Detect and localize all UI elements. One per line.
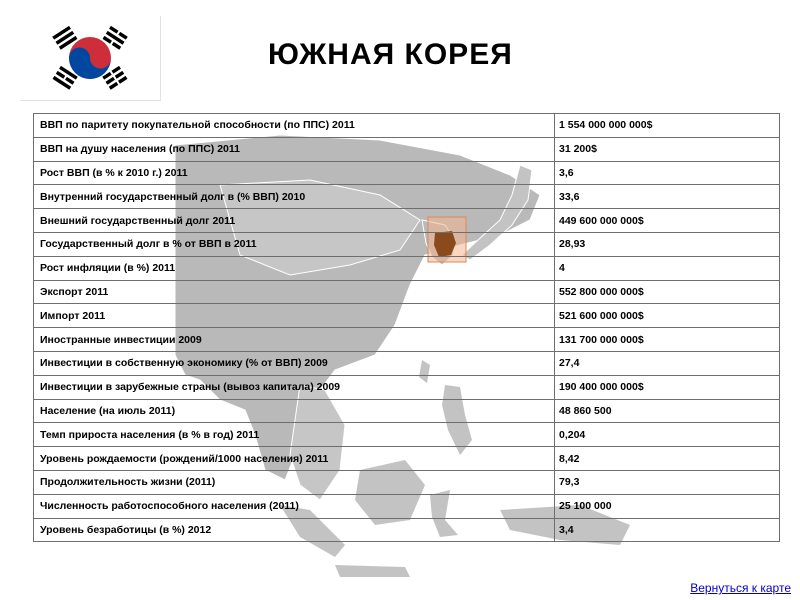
table-row <box>34 375 780 399</box>
row-value: 33,6 <box>555 185 780 209</box>
table-row <box>34 161 780 185</box>
row-value: 28,93 <box>555 232 780 256</box>
table-row <box>34 494 780 518</box>
row-label: Государственный долг в % от ВВП в 2011 <box>34 232 555 256</box>
flag-icon <box>20 16 160 100</box>
table-row <box>34 232 780 256</box>
back-to-map-link[interactable]: Вернуться к карте <box>690 581 791 595</box>
row-label: Инвестиции в собственную экономику (% от ВВП) 2009 <box>34 351 555 375</box>
row-value: 1 554 000 000 000$ <box>555 114 780 138</box>
statistics-table <box>33 113 780 542</box>
row-label: Импорт 2011 <box>34 304 555 328</box>
row-label: ВВП по паритету покупательной способности (по ППС) 2011 <box>34 114 555 138</box>
table-row <box>34 209 780 233</box>
row-value: 131 700 000 000$ <box>555 328 780 352</box>
row-value: 3,4 <box>555 518 780 542</box>
table-row <box>34 423 780 447</box>
row-value: 0,204 <box>555 423 780 447</box>
row-label: ВВП на душу населения (по ППС) 2011 <box>34 137 555 161</box>
row-value: 31 200$ <box>555 137 780 161</box>
row-value: 190 400 000 000$ <box>555 375 780 399</box>
table-row <box>34 280 780 304</box>
table-row <box>34 399 780 423</box>
row-label: Рост инфляции (в %) 2011 <box>34 256 555 280</box>
table-row <box>34 470 780 494</box>
table-row <box>34 518 780 542</box>
row-value: 8,42 <box>555 447 780 471</box>
table-row <box>34 447 780 471</box>
row-value: 48 860 500 <box>555 399 780 423</box>
row-label: Внутренний государственный долг в (% ВВП) 2010 <box>34 185 555 209</box>
table-row <box>34 304 780 328</box>
row-label: Иностранные инвестиции 2009 <box>34 328 555 352</box>
row-label: Население (на июль 2011) <box>34 399 555 423</box>
row-label: Продолжительность жизни (2011) <box>34 470 555 494</box>
row-value: 4 <box>555 256 780 280</box>
row-value: 449 600 000 000$ <box>555 209 780 233</box>
table-row <box>34 351 780 375</box>
row-value: 27,4 <box>555 351 780 375</box>
row-label: Темп прироста населения (в % в год) 2011 <box>34 423 555 447</box>
row-label: Экспорт 2011 <box>34 280 555 304</box>
table-row <box>34 328 780 352</box>
row-label: Уровень рождаемости (рождений/1000 населения) 2011 <box>34 447 555 471</box>
row-label: Численность работоспособного населения (2011) <box>34 494 555 518</box>
row-label: Рост ВВП (в % к 2010 г.) 2011 <box>34 161 555 185</box>
page-title: ЮЖНАЯ КОРЕЯ <box>268 38 513 71</box>
row-value: 552 800 000 000$ <box>555 280 780 304</box>
table-row <box>34 256 780 280</box>
row-value: 25 100 000 <box>555 494 780 518</box>
table-row <box>34 185 780 209</box>
table-row <box>34 114 780 138</box>
row-value: 79,3 <box>555 470 780 494</box>
row-label: Внешний государственный долг 2011 <box>34 209 555 233</box>
row-label: Инвестиции в зарубежные страны (вывоз капитала) 2009 <box>34 375 555 399</box>
row-label: Уровень безработицы (в %) 2012 <box>34 518 555 542</box>
row-value: 3,6 <box>555 161 780 185</box>
row-value: 521 600 000 000$ <box>555 304 780 328</box>
table-row <box>34 137 780 161</box>
south-korea-flag <box>20 16 161 101</box>
